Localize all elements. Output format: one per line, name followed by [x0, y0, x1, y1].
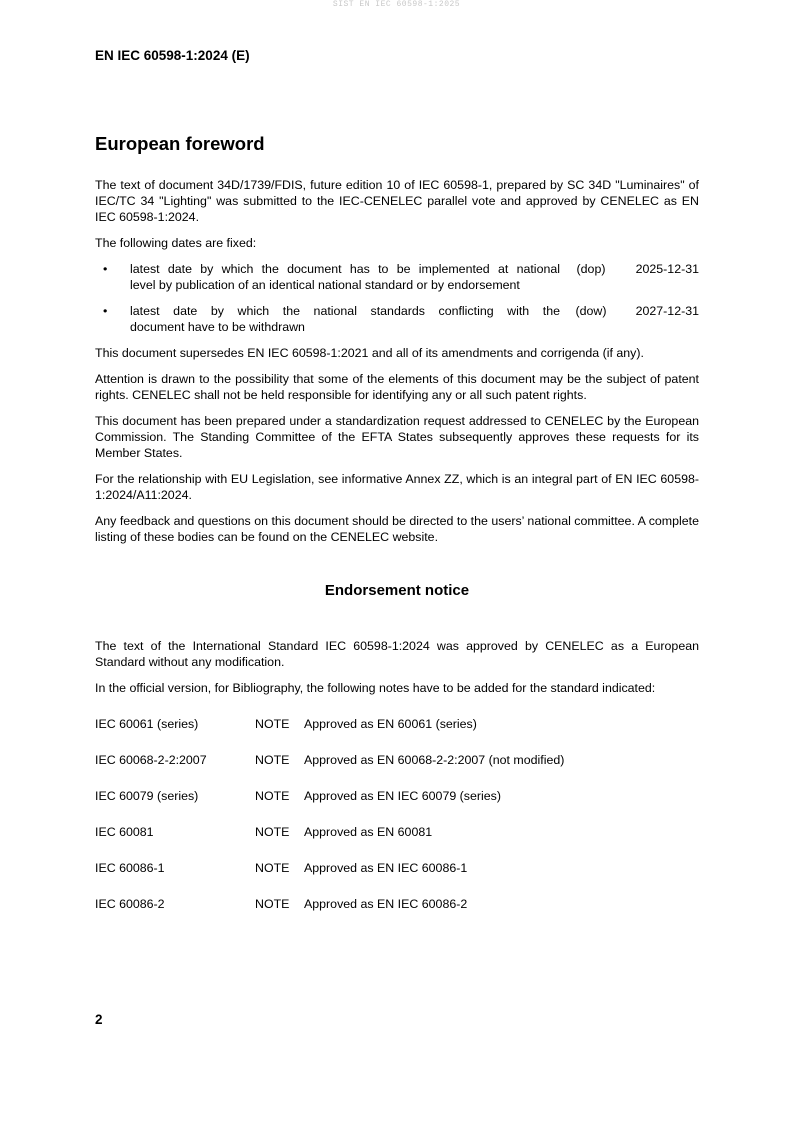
foreword-title: European foreword [95, 133, 265, 154]
patent-paragraph: Attention is drawn to the possibility that some of the elements of this document may be the subject of patent rights. CENELEC shall not be held responsible for identifying any or all such patent rights. [95, 372, 699, 402]
date-row-dop [95, 261, 699, 293]
note-text: Approved as EN 60081 [304, 825, 433, 839]
note-reference: IEC 60086-2 [95, 897, 165, 911]
supersedes-paragraph: This document supersedes EN IEC 60598-1:2021 and all of its amendments and corrigenda (if any). [95, 346, 644, 360]
note-reference: IEC 60081 [95, 825, 154, 839]
foreword-intro: The text of document 34D/1739/FDIS, future edition 10 of IEC 60598-1, prepared by SC 34D "Luminaires" of IEC/TC 34 "Lighting" was submitted to the IEC-CENELEC parallel vote and approved by CENELEC as EN IEC 60598-1:2024. [95, 178, 699, 224]
note-label: NOTE [255, 789, 290, 803]
document-header: EN IEC 60598-1:2024 (E) [95, 48, 250, 63]
endorsement-title: Endorsement notice [324, 582, 470, 599]
note-label: NOTE [255, 753, 290, 767]
note-row [95, 716, 699, 732]
date-description-line: level by publication of an identical national standard or by endorsement [130, 278, 520, 292]
date-description-line: latest date by which the national standards conflicting with the [130, 304, 560, 318]
date-description [130, 261, 560, 293]
date-description-line: latest date by which the document has to be implemented at national [130, 262, 560, 276]
date-code: (dow) [575, 304, 607, 318]
date-description [130, 303, 560, 335]
watermark: SIST EN IEC 60598-1:2025 [332, 0, 461, 9]
date-value: 2025-12-31 [635, 262, 699, 276]
note-reference: IEC 60086-1 [95, 861, 165, 875]
note-reference: IEC 60079 (series) [95, 789, 199, 803]
standardization-request-paragraph: This document has been prepared under a standardization request addressed to CENELEC by the European Commission. The Standing Committee of the EFTA States subsequently approves these requests for its Member States. [95, 414, 699, 460]
note-label: NOTE [255, 897, 290, 911]
note-reference: IEC 60068-2-2:2007 [95, 753, 207, 767]
note-row [95, 896, 699, 912]
note-row [95, 752, 699, 768]
eu-legislation-paragraph: For the relationship with EU Legislation, see informative Annex ZZ, which is an integral part of EN IEC 60598-1:2024/A11:2024. [95, 472, 699, 502]
note-row [95, 860, 699, 876]
date-code: (dop) [576, 262, 606, 276]
note-text: Approved as EN IEC 60086-1 [304, 861, 468, 875]
date-value: 2027-12-31 [635, 304, 699, 318]
bullet: • [103, 304, 108, 318]
note-reference: IEC 60061 (series) [95, 717, 199, 731]
note-row [95, 824, 699, 840]
page-number: 2 [95, 1012, 103, 1027]
page-content [95, 133, 699, 932]
bullet: • [103, 262, 108, 276]
endorsement-intro: The text of the International Standard IEC 60598-1:2024 was approved by CENELEC as a European Standard without any modification. [95, 639, 699, 669]
note-label: NOTE [255, 717, 290, 731]
feedback-paragraph: Any feedback and questions on this document should be directed to the users’ national committee. A complete listing of these bodies can be found on the CENELEC website. [95, 514, 699, 544]
note-text: Approved as EN IEC 60086-2 [304, 897, 468, 911]
note-text: Approved as EN 60068-2-2:2007 (not modified) [304, 753, 565, 767]
note-row [95, 788, 699, 804]
note-text: Approved as EN 60061 (series) [304, 717, 477, 731]
date-row-dow [95, 303, 699, 335]
note-text: Approved as EN IEC 60079 (series) [304, 789, 501, 803]
note-label: NOTE [255, 861, 290, 875]
date-description-line: document have to be withdrawn [130, 320, 305, 334]
notes-intro: In the official version, for Bibliography, the following notes have to be added for the standard indicated: [95, 681, 656, 695]
dates-intro: The following dates are fixed: [95, 236, 257, 250]
note-label: NOTE [255, 825, 290, 839]
